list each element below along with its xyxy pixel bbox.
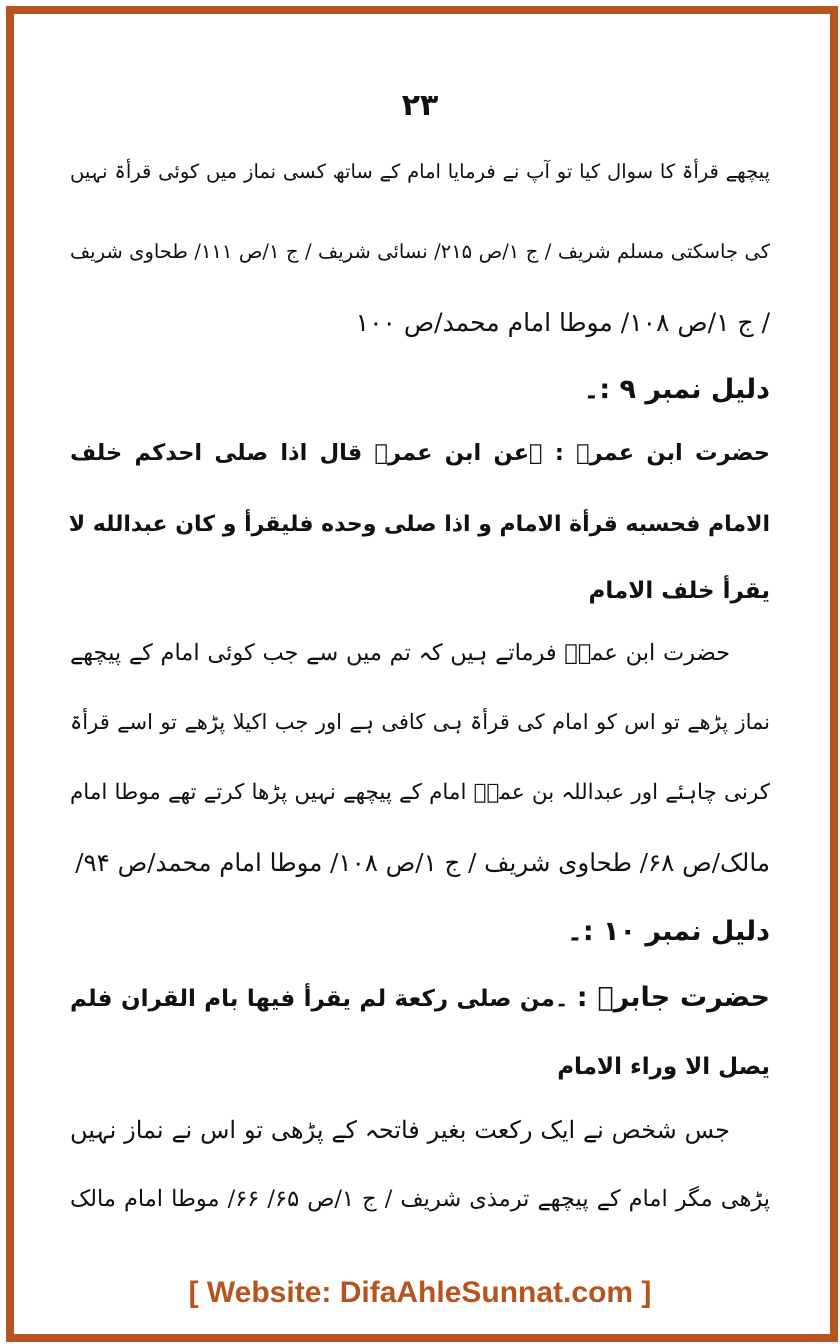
urdu-line-2: کی جاسکتی مسلم شریف / ج ۱/ص ۲۱۵/ نسائی شریف / ج ۱/ص ۱۱۱/ طحاوی شریف (70, 240, 771, 263)
arabic-line-2: الامام فحسبه قرأة الامام و اذا صلی وحده فلیقرأ و کان عبدالله لا (68, 512, 770, 537)
page-number: ۲۳ (401, 88, 439, 123)
arabic-line-4 (70, 982, 770, 1013)
website-footer: [ Website: DifaAhleSunnat.com ] (188, 1276, 652, 1309)
arabic-line-1 (70, 440, 770, 466)
arabic-line-3: یقرأ خلف الامام (588, 578, 770, 604)
evidence-heading-10: دلیل نمبر ۱۰ :۔ (567, 916, 770, 947)
narrator-jabir: حضرت جابرؓ : (576, 982, 770, 1013)
reference-line-2: مالک/ص ۶۸/ طحاوی شریف / ج ۱/ص ۱۰۸/ موطا امام محمد/ص ۹۴/ (75, 848, 770, 877)
reference-line-1: / ج ۱/ص ۱۰۸/ موطا امام محمد/ص ۱۰۰ (355, 308, 770, 337)
urdu-line-1: پیچھے قرأۃ کا سوال کیا تو آپ نے فرمایا امام کے ساتھ کسی نماز میں کوئی قرأۃ نہیں (70, 160, 770, 183)
urdu-translation-line-3: کرنی چاہئے اور عبداللہ بن عمرؓ امام کے پیچھے نہیں پڑھا کرتے تھے موطا امام (70, 780, 770, 805)
urdu-translation-line-1: حضرت ابن عمرؓ فرماتے ہیں کہ تم میں سے جب کوئی امام کے پیچھے (70, 640, 730, 666)
narrator-ibn-umar: حضرت ابن عمرؓ : (554, 440, 770, 466)
urdu-translation-line-2: نماز پڑھے تو اس کو امام کی قرأۃ ہی کافی ہے اور جب اکیلا پڑھے تو اسے قرأۃ (70, 710, 770, 734)
urdu-translation-line-4: جس شخص نے ایک رکعت بغیر فاتحہ کے پڑھی تو اس نے نماز نہیں (70, 1116, 730, 1144)
arabic-hadith-1: ۔عن ابن عمرؓ قال اذا صلی احدکم خلف (70, 440, 543, 466)
evidence-heading-9: دلیل نمبر ۹ :۔ (583, 374, 770, 405)
arabic-hadith-2: ۔من صلی رکعة لم یقرأ فیها بام القران فلم (70, 986, 569, 1012)
urdu-translation-line-5: پڑھی مگر امام کے پیچھے ترمذی شریف / ج ۱/ص ۶۵/ ۶۶/ موطا امام مالک (70, 1186, 771, 1212)
arabic-line-5: یصل الا وراء الامام (557, 1054, 770, 1080)
